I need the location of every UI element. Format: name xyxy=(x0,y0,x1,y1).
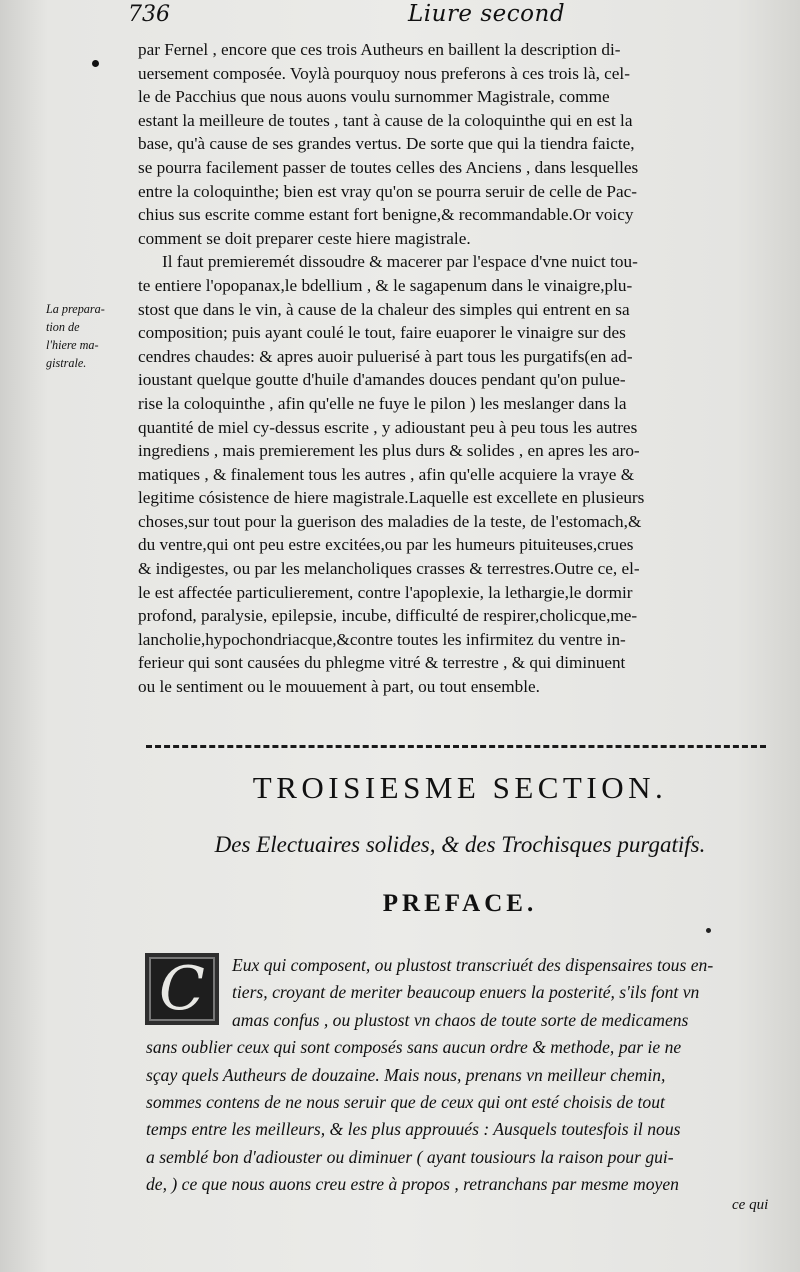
text-line: te entiere l'opopanax,le bdellium , & le sagapenum dans le vinaigre,plu- xyxy=(138,275,633,295)
text-line: legitime cósistence de hiere magistrale.Laquelle est excellete en plusieurs xyxy=(138,488,645,508)
text-line: composition; puis ayant coulé le tout, faire euaporer le vinaigre sur des xyxy=(138,323,626,343)
text-line: ingrediens , mais premierement les plus durs & solides , en apres les aro- xyxy=(138,441,640,461)
text-line: quantité de miel cy-dessus escrite , y adioustant peu à peu tous les autres xyxy=(138,417,638,437)
text-line: se pourra facilement passer de toutes celles des Anciens , dans lesquelles xyxy=(138,157,639,177)
preface-line: Eux qui composent, ou plustost transcriuét des dispensaires tous en- xyxy=(232,955,714,975)
ink-dot xyxy=(706,928,711,933)
section-title: TROISIESME SECTION. xyxy=(252,770,668,805)
text-line: cendres chaudes: & apres auoir puluerisé à part tous les purgatifs(en ad- xyxy=(138,346,633,366)
preface-line: temps entre les meilleurs, & les plus approuués : Ausquels toutesfois il nous xyxy=(146,1119,681,1140)
preface-text xyxy=(146,952,774,1199)
body-text xyxy=(138,38,766,699)
section-subtitle: Des Electuaires solides, & des Trochisques purgatifs. xyxy=(214,832,706,857)
page-header xyxy=(0,0,800,28)
text-line: ou le sentiment ou le mouuement à part, ou tout ensemble. xyxy=(138,677,540,697)
preface-title: PREFACE. xyxy=(382,890,538,917)
margin-note-line: tion de xyxy=(46,320,80,334)
margin-note-line: gistrale. xyxy=(46,356,87,370)
margin-note xyxy=(46,300,138,372)
text-line: stost que dans le vin, à cause de la chaleur des simples qui entrent en sa xyxy=(138,299,630,319)
preface-line: de, ) ce que nous auons creu estre à propos , retranchans par mesme moyen xyxy=(146,1174,679,1195)
text-line: ferieur qui sont causées du phlegme vitré & terrestre , & qui diminuent xyxy=(138,653,626,673)
ink-dot xyxy=(92,60,99,67)
text-line: entre la coloquinthe; bien est vray qu'on se pourra seruir de celle de Pac- xyxy=(138,181,637,201)
preface-line: sçay quels Autheurs de douzaine. Mais nous, prenans vn meilleur chemin, xyxy=(146,1064,666,1085)
text-line: le est affectée particulierement, contre l'apoplexie, la lethargie,le dormir xyxy=(138,582,633,602)
text-line: chius sus escrite comme estant fort benigne,& recommandable.Or voicy xyxy=(138,205,634,225)
text-line: par Fernel , encore que ces trois Autheurs en baillent la description di- xyxy=(138,40,621,59)
preface-line: a semblé bon d'adiouster ou diminuer ( ayant tousiours la raison pour gui- xyxy=(146,1146,674,1167)
text-line: & indigestes, ou par les melancholiques crasses & terrestres.Outre ce, el- xyxy=(138,559,640,579)
text-line: Il faut premieremét dissoudre & macerer par l'espace d'vne nuict tou- xyxy=(162,252,638,272)
text-line: profond, paralysie, epilepsie, incube, difficulté de respirer,cholicque,me- xyxy=(138,606,638,626)
text-line: lancholie,hypochondriacque,&contre toutes les infirmitez du ventre in- xyxy=(138,629,626,649)
text-line: rise la coloquinthe , afin qu'elle ne fuye le pilon ) les meslanger dans la xyxy=(138,393,627,413)
running-head: Liure second xyxy=(408,1,566,27)
text-line: le de Pacchius que nous auons voulu surnommer Magistrale, comme xyxy=(138,87,610,107)
page-number: 736 xyxy=(128,2,170,27)
text-line: du ventre,qui ont peu estre excitées,ou par les humeurs pituiteuses,crues xyxy=(138,535,634,555)
preface-line: sans oublier ceux qui sont composés sans aucun ordre & methode, par ie ne xyxy=(146,1037,682,1058)
drop-cap: C xyxy=(145,953,219,1025)
text-line: base, qu'à cause de ses grandes vertus. De sorte que qui la tiendra faicte, xyxy=(138,134,635,154)
text-line: matiques , & finalement tous les autres , afin qu'elle acquiere la vraye & xyxy=(138,464,635,484)
preface-line: sommes contens de ne nous seruir que de ceux qui ont esté choisis de tout xyxy=(146,1091,665,1112)
text-line: uersement composée. Voylà pourquoy nous preferons à ces trois là, cel- xyxy=(138,63,630,83)
text-line: estant la meilleure de toutes , tant à cause de la coloquinthe qui en est la xyxy=(138,110,633,130)
margin-note-line: l'hiere ma- xyxy=(46,338,99,352)
preface-line: amas confus , ou plustost vn chaos de toute sorte de medicamens xyxy=(232,1009,689,1030)
margin-note-line: La prepara- xyxy=(46,302,105,316)
catch-word: ce qui xyxy=(732,1197,769,1213)
preface-line: tiers, croyant de meriter beaucoup enuers la posterité, s'ils font vn xyxy=(232,982,700,1003)
section-divider xyxy=(146,745,766,748)
text-line: choses,sur tout pour la guerison des maladies de la teste, de l'estomach,& xyxy=(138,511,642,531)
text-line: comment se doit preparer ceste hiere magistrale. xyxy=(138,228,471,248)
text-line: ioustant quelque goutte d'huile d'amandes douces pendant qu'on pulue- xyxy=(138,370,626,390)
